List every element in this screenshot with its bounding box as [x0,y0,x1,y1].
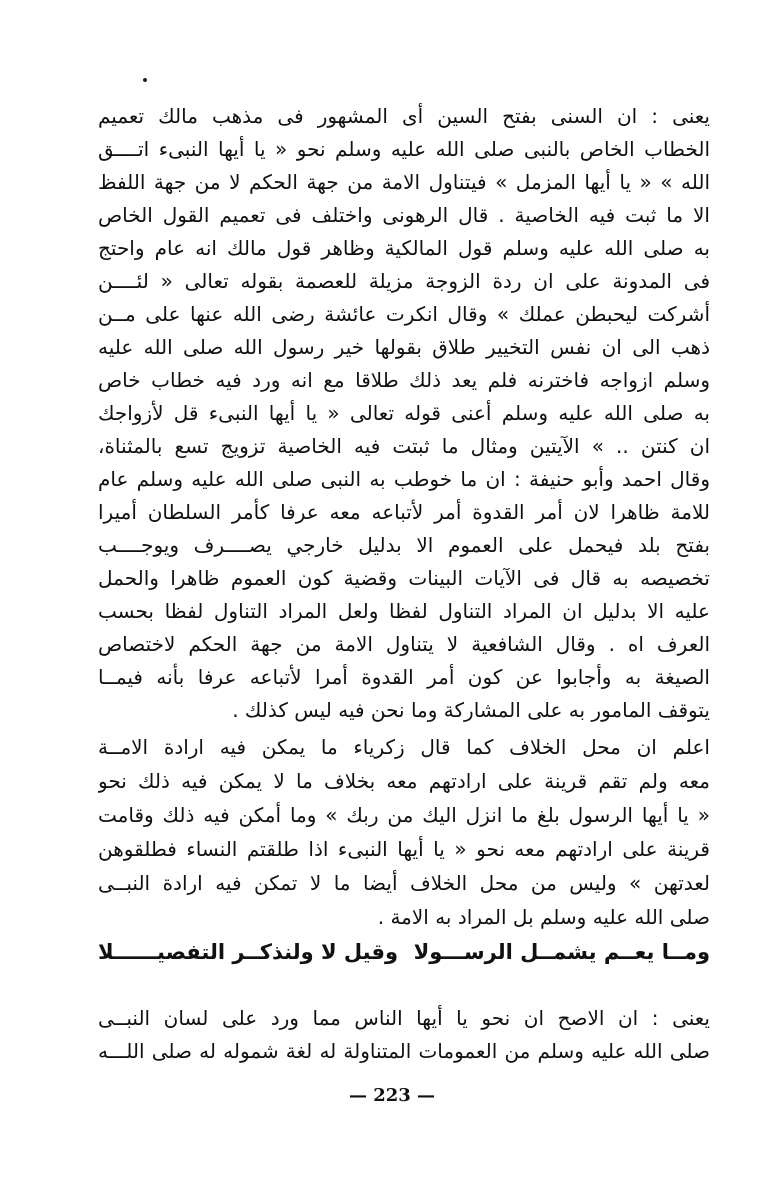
verse-left-hemistich: وقيل لا ولنذكــر التفصيــــــلا [98,940,399,964]
text-line: بفتح بلد فيحمل على العموم الا بدليل خارجي يصــــرف ويوجــــب [98,533,710,557]
text-line: ان كنتن .. » الآيتين ومثال ما ثبتت فيه الخاصية تزويج تسع بالمثناة، [98,434,710,458]
text-line: به صلى الله عليه وسلم أعنى قوله تعالى « يا أيها النبىء قل لأزواجك [98,401,710,425]
page-number: — 223 — [348,1085,436,1106]
text-line: العرف اه . وقال الشافعية لا يتناول الامة من جهة الحكم لاختصاص [98,632,710,656]
paragraph-3 [98,1002,710,1068]
poem-verse [98,940,710,964]
text-line: فى المدونة على ان ردة الزوجة مزيلة للعصمة بقوله تعالى « لئــــن [98,269,710,293]
text-line: ذهب الى ان نفس التخيير طلاق بقولها خير رسول الله صلى الله عليه [98,335,710,359]
text-line: للامة ظاهرا لان أمر القدوة أمر لأتباعه معه عرفا كأمر السلطان أميرا [98,500,710,524]
verse-right-hemistich: ومــا يعــم يشمــل الرســـولا [413,940,710,964]
text-line: الا ما ثبت فيه الخاصية . قال الرهونى واختلف فى تعميم القول الخاص [98,203,710,227]
text-line: يعنى : ان السنى بفتح السين أى المشهور فى مذهب مالك تعميم [98,104,710,128]
text-line: الصيغة به وأجابوا عن كون أمر القدوة أمرا لأتباعه عرفا بأنه فيمــا [98,665,710,689]
text-line: معه ولم تقم قرينة على ارادتهم معه بخلاف ما لا يمكن فيه ذلك نحو [98,769,710,793]
text-line: به صلى الله عليه وسلم قول المالكية وظاهر قول مالك انه عام واحتج [98,236,710,260]
text-line: قرينة على ارادتهم معه نحو « يا أيها النبىء اذا طلقتم النساء فطلقوهن [98,837,710,861]
text-line: أشركت ليحبطن عملك » وقال انكرت عائشة رضى الله عنها على مــن [98,302,710,326]
ink-dot [143,78,147,82]
paragraph-2 [98,730,710,934]
text-line: وقال احمد وأبو حنيفة : ان ما خوطب به النبى صلى الله عليه وسلم عام [98,467,710,491]
text-line: لعدتهن » وليس من محل الخلاف أيضا ما لا تمكن فيه ارادة النبــى [98,871,710,895]
paragraph-1 [98,100,710,727]
text-line: وسلم ازواجه فاخترنه فلم يعد ذلك طلاقا مع انه ورد فيه خطاب خاص [98,368,710,392]
text-line: يعنى : ان الاصح ان نحو يا أيها الناس مما ورد على لسان النبــى [98,1006,710,1030]
text-line: « يا أيها الرسول بلغ ما انزل اليك من ربك » وما أمكن فيه ذلك وقامت [98,803,710,827]
text-line: اعلم ان محل الخلاف كما قال زكرياء ما يمكن فيه ارادة الامــة [98,735,710,759]
text-line: عليه الا بدليل ان المراد التناول لفظا ولعل المراد التناول لفظا بحسب [98,599,710,623]
text-line: الله » « يا أيها المزمل » فيتناول الامة من جهة الحكم لا من جهة اللفظ [98,170,710,194]
text-line: صلى الله عليه وسلم من العمومات المتناولة له لغة شموله له صلى اللـــه [98,1039,710,1063]
text-line: يتوقف المامور به على المشاركة وما نحن فيه ليس كذلك . [232,698,710,722]
text-line: صلى الله عليه وسلم بل المراد به الامة . [377,905,710,929]
text-line: الخطاب الخاص بالنبى صلى الله عليه وسلم نحو « يا أيها النبىء اتــــق [98,137,710,161]
text-line: تخصيصه به قال فى الآيات البينات وقضية كون العموم ظاهرا والحمل [98,566,710,590]
